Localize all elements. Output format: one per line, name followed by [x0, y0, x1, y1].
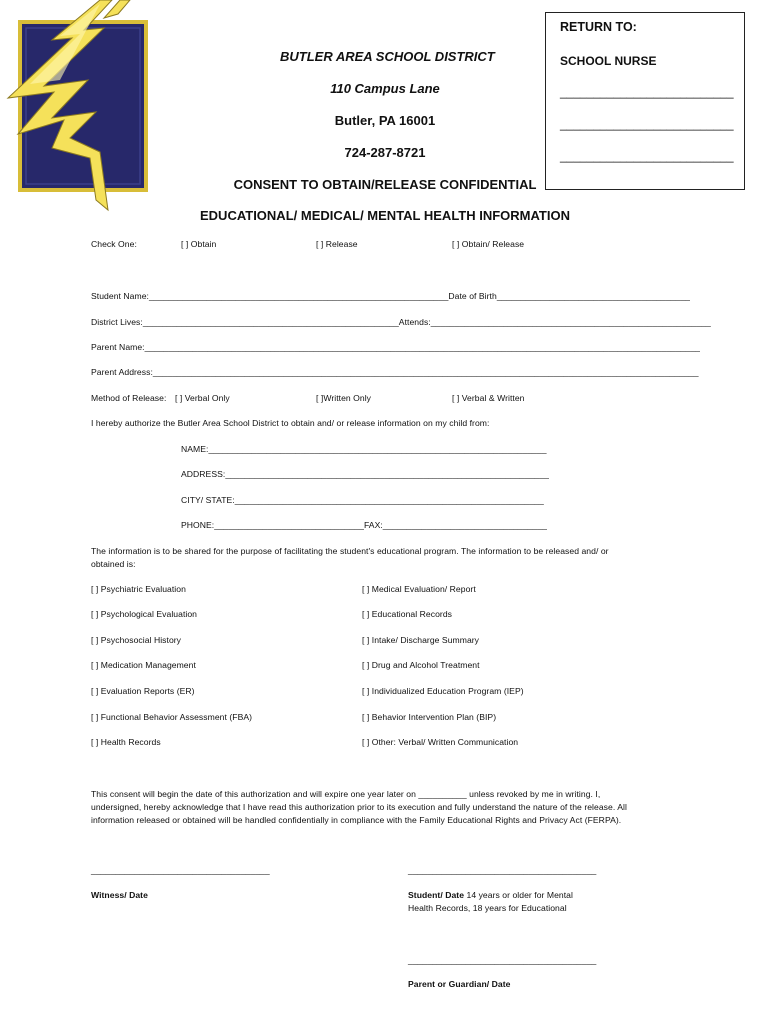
info-item[interactable]: [ ] Drug and Alcohol Treatment: [362, 660, 480, 670]
return-to-box: [545, 12, 745, 190]
info-item[interactable]: [ ] Psychosocial History: [91, 635, 182, 645]
info-item[interactable]: [ ] Psychiatric Evaluation: [91, 584, 186, 594]
info-item[interactable]: [ ] Medical Evaluation/ Report: [362, 584, 476, 594]
return-blank-line[interactable]: __________________________: [560, 117, 734, 131]
provider-phone-fax-field[interactable]: PHONE:_______________________________FAX:__________________________________: [181, 520, 547, 530]
info-item[interactable]: [ ] Intake/ Discharge Summary: [362, 635, 480, 645]
district-city: Butler, PA 16001: [334, 113, 436, 128]
info-item[interactable]: [ ] Other: Verbal/ Written Communication: [362, 737, 519, 747]
witness-label: Witness/ Date: [91, 890, 148, 900]
student-signature-line[interactable]: _______________________________________: [408, 865, 597, 875]
return-blank-line[interactable]: __________________________: [560, 149, 734, 163]
student-name-field[interactable]: Student Name:______________________________________________________________Date of Birth________________________________________: [91, 291, 690, 301]
consent-text: undersigned, hereby acknowledge that I have read this authorization prior to its execution and fully understand the nature of the release. All: [91, 802, 627, 812]
info-item[interactable]: [ ] Health Records: [91, 737, 161, 747]
parent-address-field[interactable]: Parent Address:_________________________________________________________________________________________________________________: [91, 367, 699, 377]
authorize-text: I hereby authorize the Butler Area School District to obtain and/ or release information on my child from:: [91, 418, 490, 428]
info-item[interactable]: [ ] Psychological Evaluation: [91, 609, 198, 619]
info-item[interactable]: [ ] Medication Management: [91, 660, 196, 670]
student-label-note2: Health Records, 18 years for Educational: [408, 903, 567, 913]
district-lives-field[interactable]: District Lives:_____________________________________________________Attends:__________________________________________________________: [91, 317, 711, 327]
student-label: [408, 890, 573, 900]
info-item[interactable]: [ ] Educational Records: [362, 609, 452, 619]
return-to-recipient: SCHOOL NURSE: [560, 54, 657, 68]
provider-address-field[interactable]: ADDRESS:___________________________________________________________________: [181, 469, 549, 479]
provider-name-field[interactable]: NAME:______________________________________________________________________: [181, 444, 547, 454]
student-label-note: 14 years or older for Mental: [464, 890, 573, 900]
district-name: BUTLER AREA SCHOOL DISTRICT: [280, 49, 495, 64]
consent-text: information released or obtained will be handled confidentially in compliance with the Family Educational Rights and Privacy Act (FERPA).: [91, 815, 622, 825]
check-release[interactable]: [ ] Release: [316, 239, 358, 249]
form-title-line2: EDUCATIONAL/ MEDICAL/ MENTAL HEALTH INFORMATION: [200, 208, 570, 223]
info-item[interactable]: [ ] Behavior Intervention Plan (BIP): [362, 712, 497, 722]
method-verbal-written[interactable]: [ ] Verbal & Written: [452, 393, 525, 403]
district-street: 110 Campus Lane: [330, 81, 440, 96]
parent-label: Parent or Guardian/ Date: [408, 979, 511, 989]
info-item[interactable]: [ ] Evaluation Reports (ER): [91, 686, 195, 696]
consent-text: This consent will begin the date of this authorization and will expire one year later on __________ unless revoked by me in writing. I,: [91, 789, 601, 799]
method-written-only[interactable]: [ ]Written Only: [316, 393, 372, 403]
provider-city-state-field[interactable]: CITY/ STATE:________________________________________________________________: [181, 495, 544, 505]
check-obtain-release[interactable]: [ ] Obtain/ Release: [452, 239, 525, 249]
district-phone: 724-287-8721: [344, 145, 426, 160]
purpose-text: The information is to be shared for the purpose of facilitating the student's educational program. The information to be released and/ or: [91, 546, 609, 556]
parent-name-field[interactable]: Parent Name:___________________________________________________________________________________________________________________: [91, 342, 701, 352]
student-label-bold: Student/ Date: [408, 890, 465, 900]
return-blank-line[interactable]: __________________________: [560, 85, 734, 99]
return-to-title: RETURN TO:: [560, 20, 637, 34]
check-obtain[interactable]: [ ] Obtain: [181, 239, 217, 249]
form-title-line1: CONSENT TO OBTAIN/RELEASE CONFIDENTIAL: [233, 177, 537, 192]
method-label: Method of Release:: [91, 393, 167, 403]
info-item[interactable]: [ ] Individualized Education Program (IEP): [362, 686, 524, 696]
check-one-label: Check One:: [91, 239, 137, 249]
parent-signature-line[interactable]: _______________________________________: [408, 955, 597, 965]
lightning-bolt-logo-icon: [0, 0, 152, 212]
purpose-text: obtained is:: [91, 559, 136, 569]
witness-signature-line[interactable]: _____________________________________: [91, 865, 270, 875]
method-verbal-only[interactable]: [ ] Verbal Only: [175, 393, 230, 403]
info-item[interactable]: [ ] Functional Behavior Assessment (FBA): [91, 712, 253, 722]
